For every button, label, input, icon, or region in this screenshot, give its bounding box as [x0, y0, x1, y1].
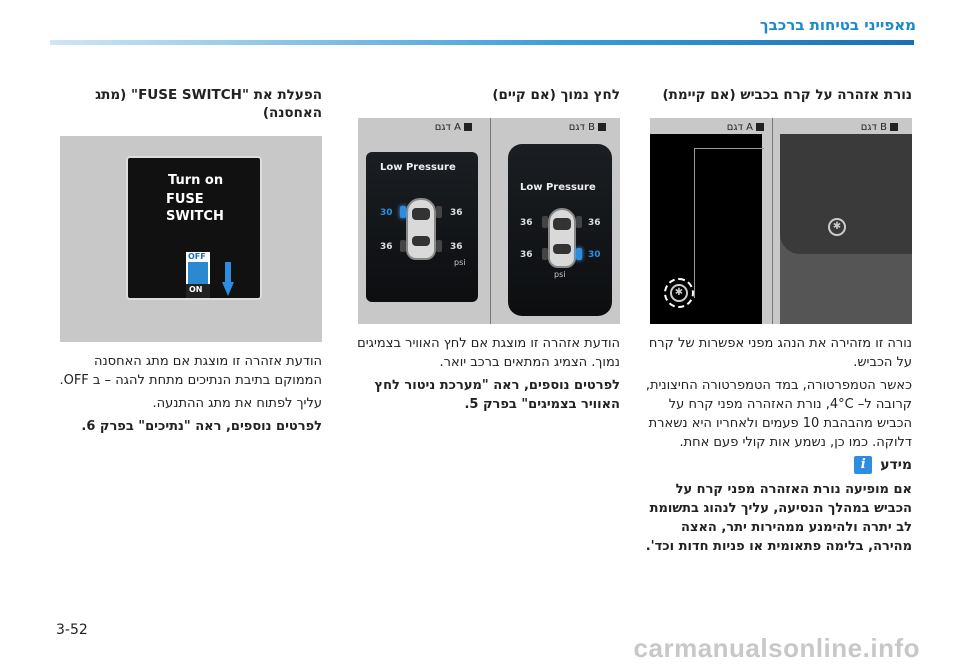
tire-fr-b-value: 36	[588, 218, 601, 228]
screen-line	[694, 148, 695, 298]
page-number: 3-52	[56, 622, 88, 638]
page-header-title: מאפייני בטיחות ברכבך	[759, 16, 916, 34]
tire-rl-a-value: 36	[380, 242, 393, 252]
tpms-title-b: Low Pressure	[520, 182, 596, 193]
car-icon-a	[406, 198, 436, 260]
section-fuse-switch	[52, 86, 322, 440]
info-heading	[642, 456, 912, 474]
tire-fl-a-value: 30	[380, 208, 393, 218]
tire-fr-b	[576, 216, 582, 228]
fuse-panel-line1: Turn on	[168, 173, 224, 188]
tpms-unit-a: psi	[454, 258, 466, 267]
section-low-pressure	[350, 86, 620, 418]
arrow-down-icon	[222, 262, 234, 296]
type-b-tag: B דגם	[861, 122, 898, 133]
tire-rr-b-value: 30	[588, 250, 601, 260]
fuse-off-label: OFF	[188, 252, 206, 261]
info-icon: i	[854, 456, 872, 474]
type-b-tag: B דגם	[569, 122, 606, 133]
fuse-switch-title: הפעלת את "FUSE SWITCH" (מתג האחסנה)	[95, 87, 322, 121]
ice-warning-p1: נורה זו מזהירה את הנהג מפני אפשרות של קרח על הכביש.	[648, 336, 912, 370]
low-pressure-title: לחץ נמוך (אם קיים)	[492, 87, 620, 103]
tire-rl-b-value: 36	[520, 250, 533, 260]
fuse-switch-graphic	[186, 252, 210, 298]
tire-fl-a	[400, 206, 406, 218]
low-pressure-p1: הודעת אזהרה זו מוצגת אם לחץ האוויר בצמיגים נמוך. הצמיג המתאים ברכב יואר.	[357, 336, 620, 370]
figure-divider	[490, 118, 491, 324]
tpms-screen-b	[508, 144, 612, 316]
ice-warning-figure	[650, 118, 912, 324]
figure-divider	[772, 118, 773, 324]
screen-b-bezel	[780, 134, 912, 254]
fuse-switch-knob	[188, 262, 208, 284]
tire-rr-a-value: 36	[450, 242, 463, 252]
fuse-switch-figure	[60, 136, 322, 342]
tpms-screen-a	[366, 152, 478, 302]
ice-warning-title: נורת אזהרה על קרח בכביש (אם קיימת)	[662, 87, 912, 103]
fuse-panel-line2: FUSE SWITCH	[166, 192, 224, 224]
tire-fl-b-value: 36	[520, 218, 533, 228]
info-label: מידע	[880, 457, 912, 473]
snowflake-icon-b: ✱	[828, 218, 846, 236]
fuse-switch-p3: לפרטים נוספים, ראה "נתיכים" בפרק 6.	[81, 419, 322, 434]
screen-line	[694, 148, 764, 149]
snowflake-icon: ✱	[670, 284, 688, 302]
tpms-unit-b: psi	[554, 270, 566, 279]
tire-rr-a	[436, 240, 442, 252]
ice-warning-p2: כאשר הטמפרטורה, במד הטמפרטורה החיצונית, קרובה ל– 4°C, נורת האזהרה מפני קרח על הכביש מהבהבת 10 פעמים ולאחריו היא נשארת דלוקה. כמו כן, נשמע אות קולי פעם אחת.	[645, 378, 912, 450]
tire-rr-b	[576, 248, 582, 260]
watermark: carmanualsonline.info	[633, 633, 920, 663]
tire-fr-a	[436, 206, 442, 218]
tire-rl-b	[542, 248, 548, 260]
low-pressure-figure	[358, 118, 620, 324]
type-a-tag: A דגם	[727, 122, 764, 133]
fuse-on-label: ON	[189, 285, 203, 294]
ice-warning-p3: אם מופיעה נורת האזהרה מפני קרח על הכביש במהלך הנסיעה, עליך לנהוג בתשומת לב יתרה ולהימנע ממהירות יתר, האצה מהירה, בלימה פתאומית או פניות חדות וכד'.	[645, 482, 912, 554]
tire-fr-a-value: 36	[450, 208, 463, 218]
car-icon-b	[548, 208, 576, 268]
fuse-switch-p1: הודעת אזהרה זו מוצגת אם מתג האחסנה הממוקם בתיבת הנתיכים מתחת להגה – ב OFF.	[59, 354, 322, 388]
header-rule	[50, 40, 914, 45]
fuse-warning-panel	[126, 156, 262, 300]
tpms-title-a: Low Pressure	[380, 162, 456, 173]
tire-fl-b	[542, 216, 548, 228]
fuse-switch-p2: עליך לפתוח את מתג ההתנעה.	[152, 396, 322, 411]
low-pressure-p2: לפרטים נוספים, ראה "מערכת ניטור לחץ האוויר בצמיגים" בפרק 5.	[374, 378, 620, 412]
type-a-tag: A דגם	[435, 122, 472, 133]
tire-rl-a	[400, 240, 406, 252]
section-ice-warning	[642, 86, 912, 560]
